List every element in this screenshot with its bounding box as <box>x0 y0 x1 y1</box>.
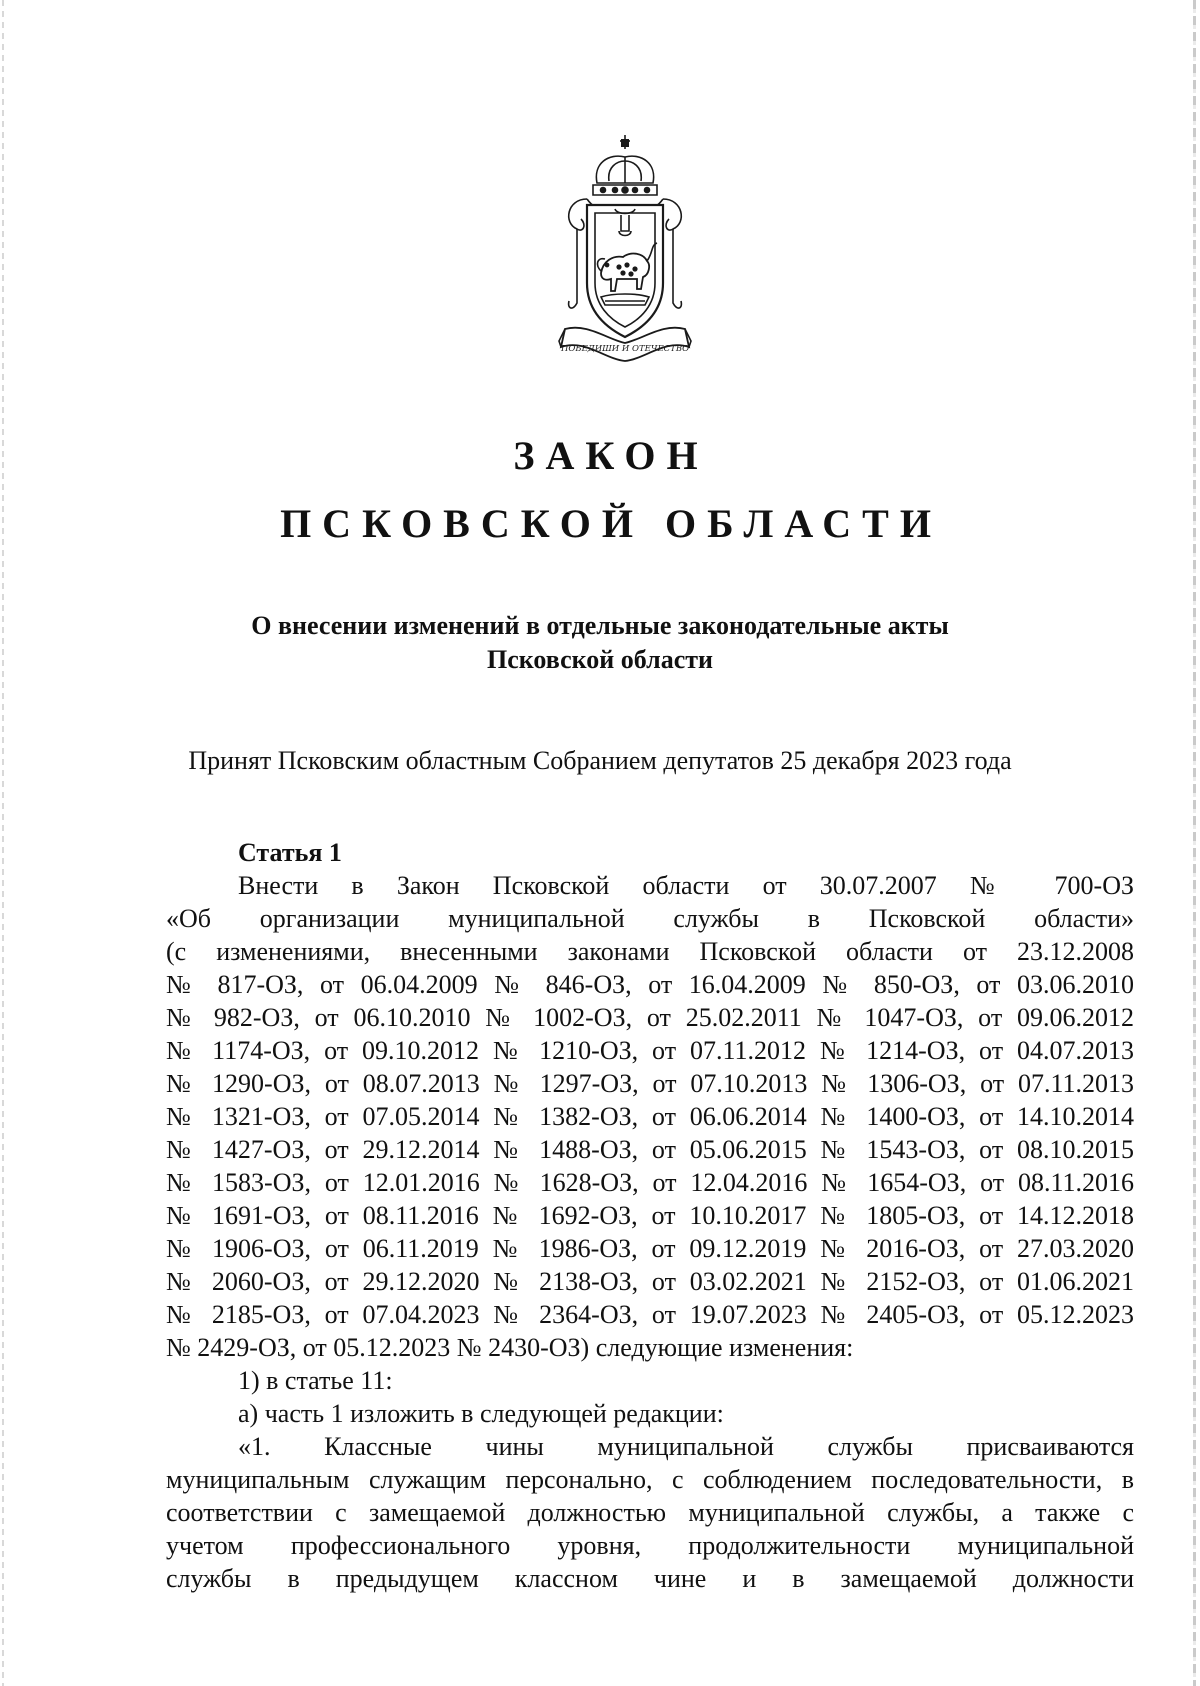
region-title: ПСКОВСКОЙ ОБЛАСТИ <box>280 501 942 546</box>
article-line: «Об организации муниципальной службы в Псковской области» <box>166 904 1134 933</box>
scan-edge-left <box>2 0 4 1686</box>
adoption-statement: Принят Псковским областным Собранием депутатов 25 декабря 2023 года <box>188 746 1012 775</box>
article-line: № 2185-ОЗ, от 07.04.2023 № 2364-ОЗ, от 19.07.2023 № 2405-ОЗ, от 05.12.2023 <box>166 1300 1134 1329</box>
article-line: а) часть 1 изложить в следующей редакции: <box>238 1399 724 1428</box>
article-heading: Статья 1 <box>238 838 342 867</box>
article-line: № 817-ОЗ, от 06.04.2009 № 846-ОЗ, от 16.04.2009 № 850-ОЗ, от 03.06.2010 <box>166 970 1134 999</box>
article-line: № 1583-ОЗ, от 12.01.2016 № 1628-ОЗ, от 12.04.2016 № 1654-ОЗ, от 08.11.2016 <box>166 1168 1134 1197</box>
article-line: «1. Классные чины муниципальной службы присваиваются <box>238 1432 1134 1461</box>
article-line: № 1691-ОЗ, от 08.11.2016 № 1692-ОЗ, от 10.10.2017 № 1805-ОЗ, от 14.12.2018 <box>166 1201 1134 1230</box>
article-line: № 982-ОЗ, от 06.10.2010 № 1002-ОЗ, от 25.02.2011 № 1047-ОЗ, от 09.06.2012 <box>166 1003 1134 1032</box>
article-line: учетом профессионального уровня, продолжительности муниципальной <box>166 1531 1134 1560</box>
article-body <box>166 836 1134 1595</box>
article-line: Внести в Закон Псковской области от 30.07.2007 № 700-ОЗ <box>238 871 1134 900</box>
article-line: № 1174-ОЗ, от 09.10.2012 № 1210-ОЗ, от 07.11.2012 № 1214-ОЗ, от 04.07.2013 <box>166 1036 1134 1065</box>
article-line: № 1321-ОЗ, от 07.05.2014 № 1382-ОЗ, от 06.06.2014 № 1400-ОЗ, от 14.10.2014 <box>166 1102 1134 1131</box>
law-title: ЗАКОН <box>513 433 709 478</box>
article-line: соответствии с замещаемой должностью муниципальной службы, а также с <box>166 1498 1134 1527</box>
article-line: муниципальным служащим персонально, с соблюдением последовательности, в <box>166 1465 1134 1494</box>
law-subject-line-1: О внесении изменений в отдельные законодательные акты <box>251 611 949 640</box>
article-line: № 1290-ОЗ, от 08.07.2013 № 1297-ОЗ, от 07.10.2013 № 1306-ОЗ, от 07.11.2013 <box>166 1069 1134 1098</box>
law-subject-line-2: Псковской области <box>486 645 713 674</box>
article-line: № 1906-ОЗ, от 06.11.2019 № 1986-ОЗ, от 09.12.2019 № 2016-ОЗ, от 27.03.2020 <box>166 1234 1134 1263</box>
pskov-coat-of-arms-emblem <box>557 133 729 369</box>
article-line: 1) в статье 11: <box>238 1366 393 1395</box>
emblem-motto: ПОБЕДИШИ И ОТЕЧЕСТВО <box>560 344 690 354</box>
article-line: службы в предыдущем классном чине и в замещаемой должности <box>166 1564 1134 1593</box>
article-line: № 2429-ОЗ, от 05.12.2023 № 2430-ОЗ) следующие изменения: <box>166 1333 854 1362</box>
article-line: (с изменениями, внесенными законами Псковской области от 23.12.2008 <box>166 937 1134 966</box>
scan-edge-right <box>1193 0 1196 1686</box>
article-line: № 1427-ОЗ, от 29.12.2014 № 1488-ОЗ, от 05.06.2015 № 1543-ОЗ, от 08.10.2015 <box>166 1135 1134 1164</box>
article-line: № 2060-ОЗ, от 29.12.2020 № 2138-ОЗ, от 03.02.2021 № 2152-ОЗ, от 01.06.2021 <box>166 1267 1134 1296</box>
